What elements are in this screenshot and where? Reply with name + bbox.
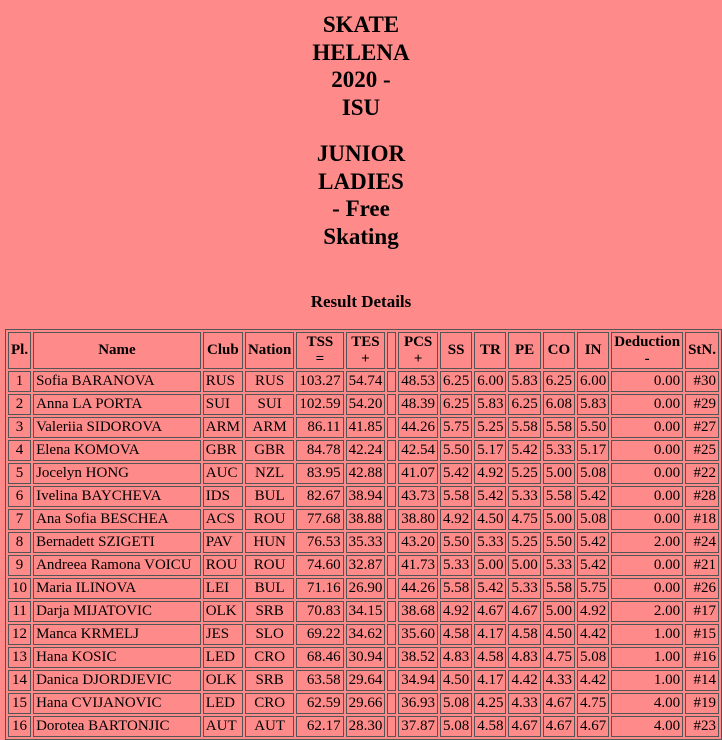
cell-club: OLK bbox=[203, 601, 243, 622]
cell-name: Hana CVIJANOVIC bbox=[33, 693, 201, 714]
header-club: Club bbox=[203, 332, 243, 369]
cell-spacer bbox=[387, 440, 396, 461]
cell-start-number: #16 bbox=[685, 647, 719, 668]
cell-place: 7 bbox=[8, 509, 31, 530]
cell-name: Hana KOSIC bbox=[33, 647, 201, 668]
cell-spacer bbox=[387, 716, 396, 737]
cell-deduction: 0.00 bbox=[611, 440, 683, 461]
cell-place: 16 bbox=[8, 716, 31, 737]
cell-spacer bbox=[387, 670, 396, 691]
cell-pe: 5.33 bbox=[508, 486, 540, 507]
table-row bbox=[8, 555, 719, 576]
cell-pcs: 43.20 bbox=[398, 532, 438, 553]
cell-nation: GBR bbox=[245, 440, 294, 461]
cell-pcs: 38.52 bbox=[398, 647, 438, 668]
cell-tr: 4.58 bbox=[474, 647, 506, 668]
header-co: CO bbox=[543, 332, 575, 369]
cell-spacer bbox=[387, 509, 396, 530]
cell-spacer bbox=[387, 463, 396, 484]
cell-club: AUC bbox=[203, 463, 243, 484]
cell-place: 8 bbox=[8, 532, 31, 553]
cell-place: 9 bbox=[8, 555, 31, 576]
cell-start-number: #19 bbox=[685, 693, 719, 714]
cell-start-number: #25 bbox=[685, 440, 719, 461]
cell-tes: 35.33 bbox=[346, 532, 386, 553]
cell-pe: 4.75 bbox=[508, 509, 540, 530]
cell-nation: RUS bbox=[245, 371, 294, 392]
cell-place: 11 bbox=[8, 601, 31, 622]
cell-tr: 4.17 bbox=[474, 670, 506, 691]
cell-deduction: 1.00 bbox=[611, 670, 683, 691]
cell-ss: 5.42 bbox=[440, 463, 472, 484]
table-row bbox=[8, 578, 719, 599]
cell-name: Anna LA PORTA bbox=[33, 394, 201, 415]
cell-name: Manca KRMELJ bbox=[33, 624, 201, 645]
cell-club: IDS bbox=[203, 486, 243, 507]
cell-spacer bbox=[387, 486, 396, 507]
cell-ss: 4.92 bbox=[440, 601, 472, 622]
cell-co: 4.67 bbox=[543, 716, 575, 737]
cell-tes: 41.85 bbox=[346, 417, 386, 438]
cell-nation: ROU bbox=[245, 509, 294, 530]
cell-club: LEI bbox=[203, 578, 243, 599]
category-title bbox=[0, 121, 722, 250]
cell-tes: 34.15 bbox=[346, 601, 386, 622]
cell-nation: SUI bbox=[245, 394, 294, 415]
cell-club: LED bbox=[203, 647, 243, 668]
table-row bbox=[8, 371, 719, 392]
cell-name: Sofia BARANOVA bbox=[33, 371, 201, 392]
cell-tr: 4.67 bbox=[474, 601, 506, 622]
cell-pcs: 34.94 bbox=[398, 670, 438, 691]
cell-nation: SRB bbox=[245, 601, 294, 622]
table-row bbox=[8, 440, 719, 461]
cell-co: 5.50 bbox=[543, 532, 575, 553]
cell-tes: 54.74 bbox=[346, 371, 386, 392]
cell-co: 4.67 bbox=[543, 693, 575, 714]
header-deduction-label: Deduction bbox=[614, 333, 681, 350]
cell-co: 5.00 bbox=[543, 509, 575, 530]
cell-tr: 4.25 bbox=[474, 693, 506, 714]
category-line: - Free bbox=[332, 196, 390, 221]
cell-club: LED bbox=[203, 693, 243, 714]
cell-co: 5.58 bbox=[543, 417, 575, 438]
results-table bbox=[5, 329, 722, 740]
cell-tr: 5.42 bbox=[474, 578, 506, 599]
cell-place: 3 bbox=[8, 417, 31, 438]
cell-co: 4.33 bbox=[543, 670, 575, 691]
cell-club: PAV bbox=[203, 532, 243, 553]
cell-in: 5.75 bbox=[577, 578, 609, 599]
cell-tss: 82.67 bbox=[296, 486, 343, 507]
cell-start-number: #23 bbox=[685, 716, 719, 737]
title-line: ISU bbox=[341, 94, 381, 120]
cell-deduction: 2.00 bbox=[611, 601, 683, 622]
header-tr: TR bbox=[474, 332, 506, 369]
cell-start-number: #21 bbox=[685, 555, 719, 576]
cell-tss: 74.60 bbox=[296, 555, 343, 576]
cell-deduction: 0.00 bbox=[611, 509, 683, 530]
cell-tss: 83.95 bbox=[296, 463, 343, 484]
cell-pcs: 36.93 bbox=[398, 693, 438, 714]
cell-ss: 5.33 bbox=[440, 555, 472, 576]
cell-nation: HUN bbox=[245, 532, 294, 553]
cell-place: 6 bbox=[8, 486, 31, 507]
cell-in: 5.17 bbox=[577, 440, 609, 461]
cell-ss: 5.58 bbox=[440, 486, 472, 507]
cell-spacer bbox=[387, 555, 396, 576]
cell-ss: 5.08 bbox=[440, 693, 472, 714]
cell-tes: 42.88 bbox=[346, 463, 386, 484]
cell-place: 13 bbox=[8, 647, 31, 668]
table-row bbox=[8, 693, 719, 714]
cell-pe: 4.42 bbox=[508, 670, 540, 691]
category-line: JUNIOR bbox=[316, 141, 406, 166]
cell-co: 5.00 bbox=[543, 463, 575, 484]
cell-co: 5.58 bbox=[543, 486, 575, 507]
cell-tr: 5.42 bbox=[474, 486, 506, 507]
event-title bbox=[0, 0, 722, 250]
cell-ss: 5.58 bbox=[440, 578, 472, 599]
cell-club: GBR bbox=[203, 440, 243, 461]
cell-club: RUS bbox=[203, 371, 243, 392]
cell-co: 5.58 bbox=[543, 578, 575, 599]
cell-spacer bbox=[387, 532, 396, 553]
cell-pcs: 38.80 bbox=[398, 509, 438, 530]
cell-pcs: 35.60 bbox=[398, 624, 438, 645]
cell-ss: 5.50 bbox=[440, 532, 472, 553]
cell-tes: 54.20 bbox=[346, 394, 386, 415]
cell-place: 12 bbox=[8, 624, 31, 645]
cell-tes: 29.64 bbox=[346, 670, 386, 691]
cell-pe: 4.58 bbox=[508, 624, 540, 645]
cell-pe: 6.25 bbox=[508, 394, 540, 415]
cell-tss: 71.16 bbox=[296, 578, 343, 599]
cell-spacer bbox=[387, 624, 396, 645]
cell-tss: 84.78 bbox=[296, 440, 343, 461]
cell-tes: 38.88 bbox=[346, 509, 386, 530]
cell-place: 1 bbox=[8, 371, 31, 392]
cell-place: 5 bbox=[8, 463, 31, 484]
cell-tss: 69.22 bbox=[296, 624, 343, 645]
header-stn: StN. bbox=[685, 332, 719, 369]
cell-start-number: #15 bbox=[685, 624, 719, 645]
cell-ss: 5.08 bbox=[440, 716, 472, 737]
category-line: LADIES bbox=[318, 168, 404, 194]
cell-club: SUI bbox=[203, 394, 243, 415]
cell-tes: 34.62 bbox=[346, 624, 386, 645]
cell-pcs: 48.53 bbox=[398, 371, 438, 392]
cell-start-number: #14 bbox=[685, 670, 719, 691]
header-pcs-sign: + bbox=[413, 350, 423, 367]
header-tes-sign: + bbox=[361, 350, 370, 367]
cell-tr: 5.33 bbox=[474, 532, 506, 553]
cell-start-number: #29 bbox=[685, 394, 719, 415]
cell-tes: 30.94 bbox=[346, 647, 386, 668]
cell-start-number: #17 bbox=[685, 601, 719, 622]
table-row bbox=[8, 509, 719, 530]
header-pcs bbox=[398, 332, 438, 369]
cell-club: ACS bbox=[203, 509, 243, 530]
header-tss bbox=[296, 332, 343, 369]
cell-pe: 5.25 bbox=[508, 532, 540, 553]
cell-co: 6.25 bbox=[543, 371, 575, 392]
header-pl: Pl. bbox=[8, 332, 31, 369]
cell-pe: 5.25 bbox=[508, 463, 540, 484]
table-row bbox=[8, 624, 719, 645]
header-tes-label: TES bbox=[351, 333, 380, 350]
header-row bbox=[8, 332, 719, 369]
title-line: 2020 - bbox=[331, 67, 391, 92]
cell-spacer bbox=[387, 394, 396, 415]
cell-tes: 38.94 bbox=[346, 486, 386, 507]
cell-co: 5.33 bbox=[543, 440, 575, 461]
cell-tes: 42.24 bbox=[346, 440, 386, 461]
cell-nation: AUT bbox=[245, 716, 294, 737]
table-row bbox=[8, 716, 719, 737]
cell-place: 4 bbox=[8, 440, 31, 461]
table-row bbox=[8, 532, 719, 553]
cell-place: 2 bbox=[8, 394, 31, 415]
section-heading: Result Details bbox=[310, 292, 412, 311]
cell-in: 5.08 bbox=[577, 463, 609, 484]
cell-tss: 86.11 bbox=[296, 417, 343, 438]
cell-tss: 62.17 bbox=[296, 716, 343, 737]
cell-tes: 26.90 bbox=[346, 578, 386, 599]
cell-in: 5.08 bbox=[577, 509, 609, 530]
cell-pe: 4.33 bbox=[508, 693, 540, 714]
cell-pe: 5.83 bbox=[508, 371, 540, 392]
cell-spacer bbox=[387, 693, 396, 714]
cell-pe: 5.42 bbox=[508, 440, 540, 461]
cell-place: 14 bbox=[8, 670, 31, 691]
cell-club: AUT bbox=[203, 716, 243, 737]
cell-deduction: 4.00 bbox=[611, 716, 683, 737]
cell-tr: 5.83 bbox=[474, 394, 506, 415]
cell-nation: SLO bbox=[245, 624, 294, 645]
cell-tr: 6.00 bbox=[474, 371, 506, 392]
header-pcs-label: PCS bbox=[403, 333, 433, 350]
table-row bbox=[8, 486, 719, 507]
cell-pe: 4.83 bbox=[508, 647, 540, 668]
cell-in: 5.50 bbox=[577, 417, 609, 438]
table-row bbox=[8, 670, 719, 691]
cell-deduction: 0.00 bbox=[611, 417, 683, 438]
cell-name: Maria ILINOVA bbox=[33, 578, 201, 599]
table-row bbox=[8, 647, 719, 668]
cell-start-number: #24 bbox=[685, 532, 719, 553]
cell-co: 6.08 bbox=[543, 394, 575, 415]
header-nation: Nation bbox=[245, 332, 294, 369]
cell-pe: 5.00 bbox=[508, 555, 540, 576]
title-line: HELENA bbox=[312, 39, 410, 65]
cell-in: 6.00 bbox=[577, 371, 609, 392]
cell-tss: 103.27 bbox=[296, 371, 343, 392]
cell-nation: CRO bbox=[245, 693, 294, 714]
cell-pcs: 38.68 bbox=[398, 601, 438, 622]
header-tss-label: TSS bbox=[306, 333, 334, 350]
cell-name: Bernadett SZIGETI bbox=[33, 532, 201, 553]
cell-pe: 4.67 bbox=[508, 601, 540, 622]
cell-pcs: 48.39 bbox=[398, 394, 438, 415]
cell-tss: 102.59 bbox=[296, 394, 343, 415]
cell-tr: 4.92 bbox=[474, 463, 506, 484]
cell-in: 4.42 bbox=[577, 670, 609, 691]
cell-co: 4.50 bbox=[543, 624, 575, 645]
cell-nation: SRB bbox=[245, 670, 294, 691]
cell-co: 5.33 bbox=[543, 555, 575, 576]
cell-tss: 77.68 bbox=[296, 509, 343, 530]
cell-deduction: 0.00 bbox=[611, 371, 683, 392]
cell-name: Elena KOMOVA bbox=[33, 440, 201, 461]
cell-pe: 5.58 bbox=[508, 417, 540, 438]
cell-in: 5.42 bbox=[577, 555, 609, 576]
cell-tss: 70.83 bbox=[296, 601, 343, 622]
cell-name: Dorotea BARTONJIC bbox=[33, 716, 201, 737]
header-tes bbox=[346, 332, 386, 369]
cell-tr: 5.25 bbox=[474, 417, 506, 438]
cell-nation: ROU bbox=[245, 555, 294, 576]
cell-deduction: 1.00 bbox=[611, 624, 683, 645]
table-row bbox=[8, 601, 719, 622]
cell-tr: 4.17 bbox=[474, 624, 506, 645]
table-row bbox=[8, 394, 719, 415]
cell-pcs: 41.73 bbox=[398, 555, 438, 576]
cell-deduction: 1.00 bbox=[611, 647, 683, 668]
cell-start-number: #18 bbox=[685, 509, 719, 530]
cell-start-number: #26 bbox=[685, 578, 719, 599]
cell-pcs: 41.07 bbox=[398, 463, 438, 484]
cell-pcs: 43.73 bbox=[398, 486, 438, 507]
cell-spacer bbox=[387, 601, 396, 622]
cell-pcs: 42.54 bbox=[398, 440, 438, 461]
cell-tss: 63.58 bbox=[296, 670, 343, 691]
cell-pcs: 44.26 bbox=[398, 578, 438, 599]
cell-spacer bbox=[387, 371, 396, 392]
cell-name: Jocelyn HONG bbox=[33, 463, 201, 484]
cell-ss: 4.83 bbox=[440, 647, 472, 668]
results-body bbox=[8, 371, 719, 737]
cell-deduction: 0.00 bbox=[611, 578, 683, 599]
cell-name: Valeriia SIDOROVA bbox=[33, 417, 201, 438]
header-in: IN bbox=[577, 332, 609, 369]
cell-in: 4.92 bbox=[577, 601, 609, 622]
cell-deduction: 0.00 bbox=[611, 463, 683, 484]
cell-spacer bbox=[387, 647, 396, 668]
header-deduction bbox=[611, 332, 683, 369]
cell-tss: 76.53 bbox=[296, 532, 343, 553]
cell-nation: BUL bbox=[245, 578, 294, 599]
cell-deduction: 2.00 bbox=[611, 532, 683, 553]
table-row bbox=[8, 417, 719, 438]
cell-in: 4.75 bbox=[577, 693, 609, 714]
cell-place: 15 bbox=[8, 693, 31, 714]
cell-tes: 32.87 bbox=[346, 555, 386, 576]
cell-tr: 5.00 bbox=[474, 555, 506, 576]
header-tss-sign: = bbox=[315, 350, 325, 367]
cell-tss: 62.59 bbox=[296, 693, 343, 714]
cell-ss: 6.25 bbox=[440, 394, 472, 415]
competition-title bbox=[0, 0, 722, 121]
cell-pe: 5.33 bbox=[508, 578, 540, 599]
cell-ss: 4.92 bbox=[440, 509, 472, 530]
cell-in: 5.42 bbox=[577, 486, 609, 507]
cell-tss: 68.46 bbox=[296, 647, 343, 668]
cell-in: 5.08 bbox=[577, 647, 609, 668]
table-row bbox=[8, 463, 719, 484]
header-name: Name bbox=[33, 332, 201, 369]
cell-spacer bbox=[387, 578, 396, 599]
header-deduction-sign: - bbox=[644, 350, 650, 367]
cell-name: Andreea Ramona VOICU bbox=[33, 555, 201, 576]
cell-pcs: 44.26 bbox=[398, 417, 438, 438]
header-spacer bbox=[387, 332, 396, 369]
cell-pe: 4.67 bbox=[508, 716, 540, 737]
cell-nation: CRO bbox=[245, 647, 294, 668]
cell-co: 4.75 bbox=[543, 647, 575, 668]
cell-nation: BUL bbox=[245, 486, 294, 507]
cell-start-number: #22 bbox=[685, 463, 719, 484]
cell-co: 5.00 bbox=[543, 601, 575, 622]
cell-tr: 5.17 bbox=[474, 440, 506, 461]
cell-deduction: 4.00 bbox=[611, 693, 683, 714]
cell-tr: 4.50 bbox=[474, 509, 506, 530]
cell-tes: 29.66 bbox=[346, 693, 386, 714]
cell-spacer bbox=[387, 417, 396, 438]
cell-in: 5.83 bbox=[577, 394, 609, 415]
cell-pcs: 37.87 bbox=[398, 716, 438, 737]
cell-deduction: 0.00 bbox=[611, 555, 683, 576]
cell-tes: 28.30 bbox=[346, 716, 386, 737]
cell-place: 10 bbox=[8, 578, 31, 599]
cell-ss: 4.58 bbox=[440, 624, 472, 645]
cell-start-number: #30 bbox=[685, 371, 719, 392]
cell-start-number: #27 bbox=[685, 417, 719, 438]
header-ss: SS bbox=[440, 332, 472, 369]
cell-tr: 4.58 bbox=[474, 716, 506, 737]
cell-name: Ivelina BAYCHEVA bbox=[33, 486, 201, 507]
cell-in: 5.42 bbox=[577, 532, 609, 553]
cell-ss: 4.50 bbox=[440, 670, 472, 691]
cell-nation: NZL bbox=[245, 463, 294, 484]
cell-club: ARM bbox=[203, 417, 243, 438]
cell-name: Ana Sofia BESCHEA bbox=[33, 509, 201, 530]
cell-deduction: 0.00 bbox=[611, 394, 683, 415]
cell-nation: ARM bbox=[245, 417, 294, 438]
cell-deduction: 0.00 bbox=[611, 486, 683, 507]
cell-name: Danica DJORDJEVIC bbox=[33, 670, 201, 691]
cell-ss: 6.25 bbox=[440, 371, 472, 392]
cell-start-number: #28 bbox=[685, 486, 719, 507]
category-line: Skating bbox=[323, 223, 399, 249]
cell-ss: 5.50 bbox=[440, 440, 472, 461]
cell-name: Darja MIJATOVIC bbox=[33, 601, 201, 622]
cell-club: ROU bbox=[203, 555, 243, 576]
cell-club: JES bbox=[203, 624, 243, 645]
cell-in: 4.42 bbox=[577, 624, 609, 645]
header-pe: PE bbox=[508, 332, 540, 369]
cell-club: OLK bbox=[203, 670, 243, 691]
title-line: SKATE bbox=[322, 12, 400, 37]
cell-ss: 5.75 bbox=[440, 417, 472, 438]
cell-in: 4.67 bbox=[577, 716, 609, 737]
